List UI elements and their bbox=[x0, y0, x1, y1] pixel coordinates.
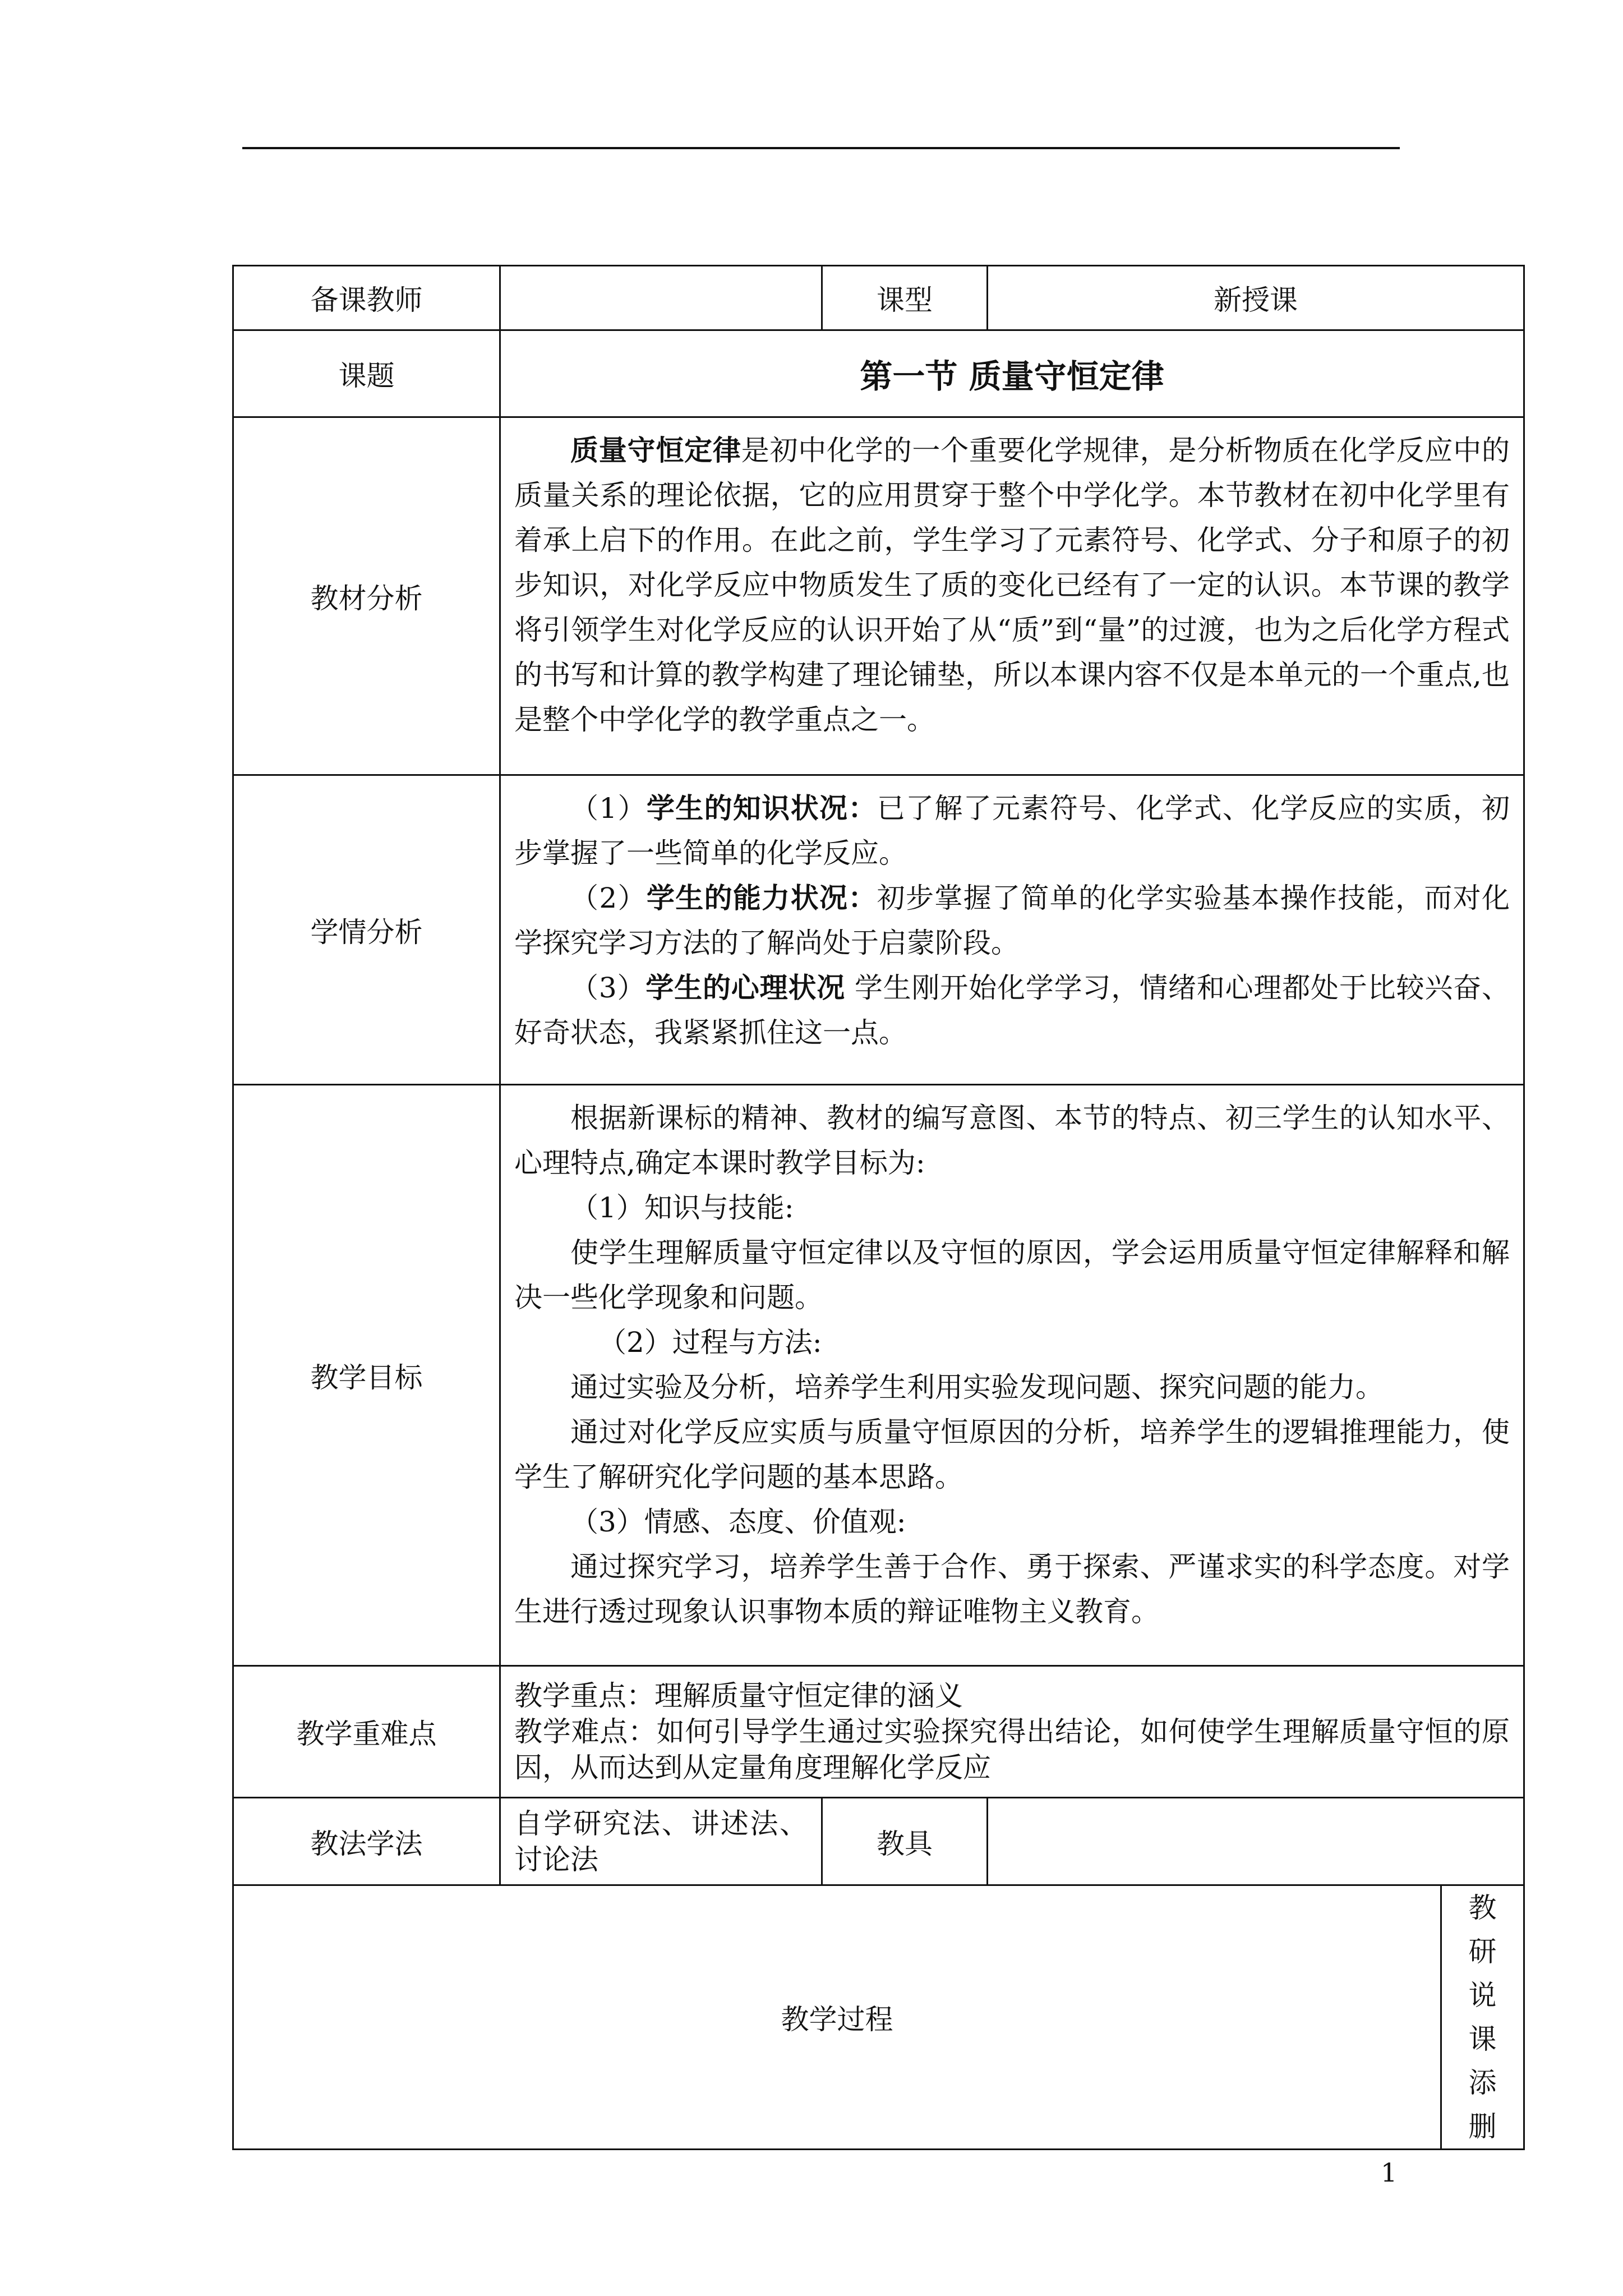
row-students bbox=[233, 775, 1524, 1085]
row-goals bbox=[233, 1085, 1524, 1666]
focus-hard: 教学难点：如何引导学生通过实验探究得出结论，如何使学生理解质量守恒的原因，从而达到从定量角度理解化学反应 bbox=[514, 1715, 1510, 1784]
goals-label: 教学目标 bbox=[233, 1085, 500, 1666]
goal-1-text: 使学生理解质量守恒定律以及守恒的原因，学会运用质量守恒定律解释和解决一些化学现象和问题。 bbox=[514, 1236, 1510, 1314]
students-label: 学情分析 bbox=[233, 775, 500, 1085]
focus-label: 教学重难点 bbox=[233, 1666, 500, 1798]
goal-2-text-a: 通过实验及分析，培养学生利用实验发现问题、探究问题的能力。 bbox=[570, 1371, 1384, 1404]
topic-label: 课题 bbox=[233, 330, 500, 417]
lesson-plan-table bbox=[232, 265, 1525, 2150]
page-number: 1 bbox=[1381, 2157, 1398, 2188]
goal-2-text-b: 通过对化学反应实质与质量守恒原因的分析，培养学生的逻辑推理能力，使学生了解研究化学问题的基本思路。 bbox=[514, 1416, 1510, 1493]
goal-3-text: 通过探究学习，培养学生善于合作、勇于探索、严谨求实的科学态度。对学生进行透过现象认识事物本质的辩证唯物主义教育。 bbox=[514, 1550, 1510, 1628]
teacher-value bbox=[500, 266, 822, 330]
teacher-label: 备课教师 bbox=[233, 266, 500, 330]
material-text: 是初中化学的一个重要化学规律，是分析物质在化学反应中的质量关系的理论依据，它的应用贯穿于整个中学化学。本节教材在初中化学里有着承上启下的作用。在此之前，学生学习了元素符号、化学式、分子和原子的初步知识，对化学反应中物质发生了质的变化已经有了一定的认识。本节课的教学将引领学生对化学反应的认识开始了从“质”到“量”的过渡，也为之后化学方程式的书写和计算的教学构建了理论铺垫，所以本课内容不仅是本单元的一个重点,也是整个中学化学的教学重点之一。 bbox=[514, 434, 1510, 736]
goal-2-title: （2）过程与方法: bbox=[598, 1326, 822, 1359]
row-focus bbox=[233, 1666, 1524, 1798]
tools-label: 教具 bbox=[822, 1798, 988, 1885]
row-teacher bbox=[233, 266, 1524, 330]
student-point: （1）学生的知识状况：已了解了元素符号、化学式、化学反应的实质，初步掌握了一些简单的化学反应。 bbox=[514, 792, 1510, 869]
tools-value bbox=[988, 1798, 1524, 1885]
topic-title: 第一节 质量守恒定律 bbox=[500, 330, 1524, 417]
student-point: （2）学生的能力状况：初步掌握了简单的化学实验基本操作技能，而对化学探究学习方法的了解尚处于启蒙阶段。 bbox=[514, 881, 1510, 959]
header-rule bbox=[242, 147, 1400, 149]
students-analysis bbox=[500, 775, 1524, 1085]
side-notes-header: 教 研 说 课 添 删 bbox=[1441, 1885, 1524, 2150]
method-value: 自学研究法、讲述法、讨论法 bbox=[500, 1798, 822, 1885]
method-label: 教法学法 bbox=[233, 1798, 500, 1885]
process-label: 教学过程 bbox=[233, 1885, 1441, 2150]
goal-3-title: （3）情感、态度、价值观: bbox=[570, 1506, 906, 1538]
type-label: 课型 bbox=[822, 266, 988, 330]
teaching-goals bbox=[500, 1085, 1524, 1666]
row-process bbox=[233, 1885, 1524, 2150]
focus-points bbox=[500, 1666, 1524, 1798]
row-method bbox=[233, 1798, 1524, 1885]
row-topic bbox=[233, 330, 1524, 417]
goal-1-title: （1）知识与技能: bbox=[570, 1191, 794, 1224]
goals-intro: 根据新课标的精神、教材的编写意图、本节的特点、初三学生的认知水平、心理特点,确定本课时教学目标为: bbox=[514, 1102, 1510, 1179]
material-label: 教材分析 bbox=[233, 417, 500, 775]
material-analysis bbox=[500, 417, 1524, 775]
student-point: （3）学生的心理状况 学生刚开始化学学习，情绪和心理都处于比较兴奋、好奇状态，我紧紧抓住这一点。 bbox=[514, 971, 1510, 1049]
focus-key: 教学重点：理解质量守恒定律的涵义 bbox=[514, 1680, 963, 1712]
type-value: 新授课 bbox=[988, 266, 1524, 330]
material-lead: 质量守恒定律 bbox=[570, 434, 741, 467]
row-material bbox=[233, 417, 1524, 775]
